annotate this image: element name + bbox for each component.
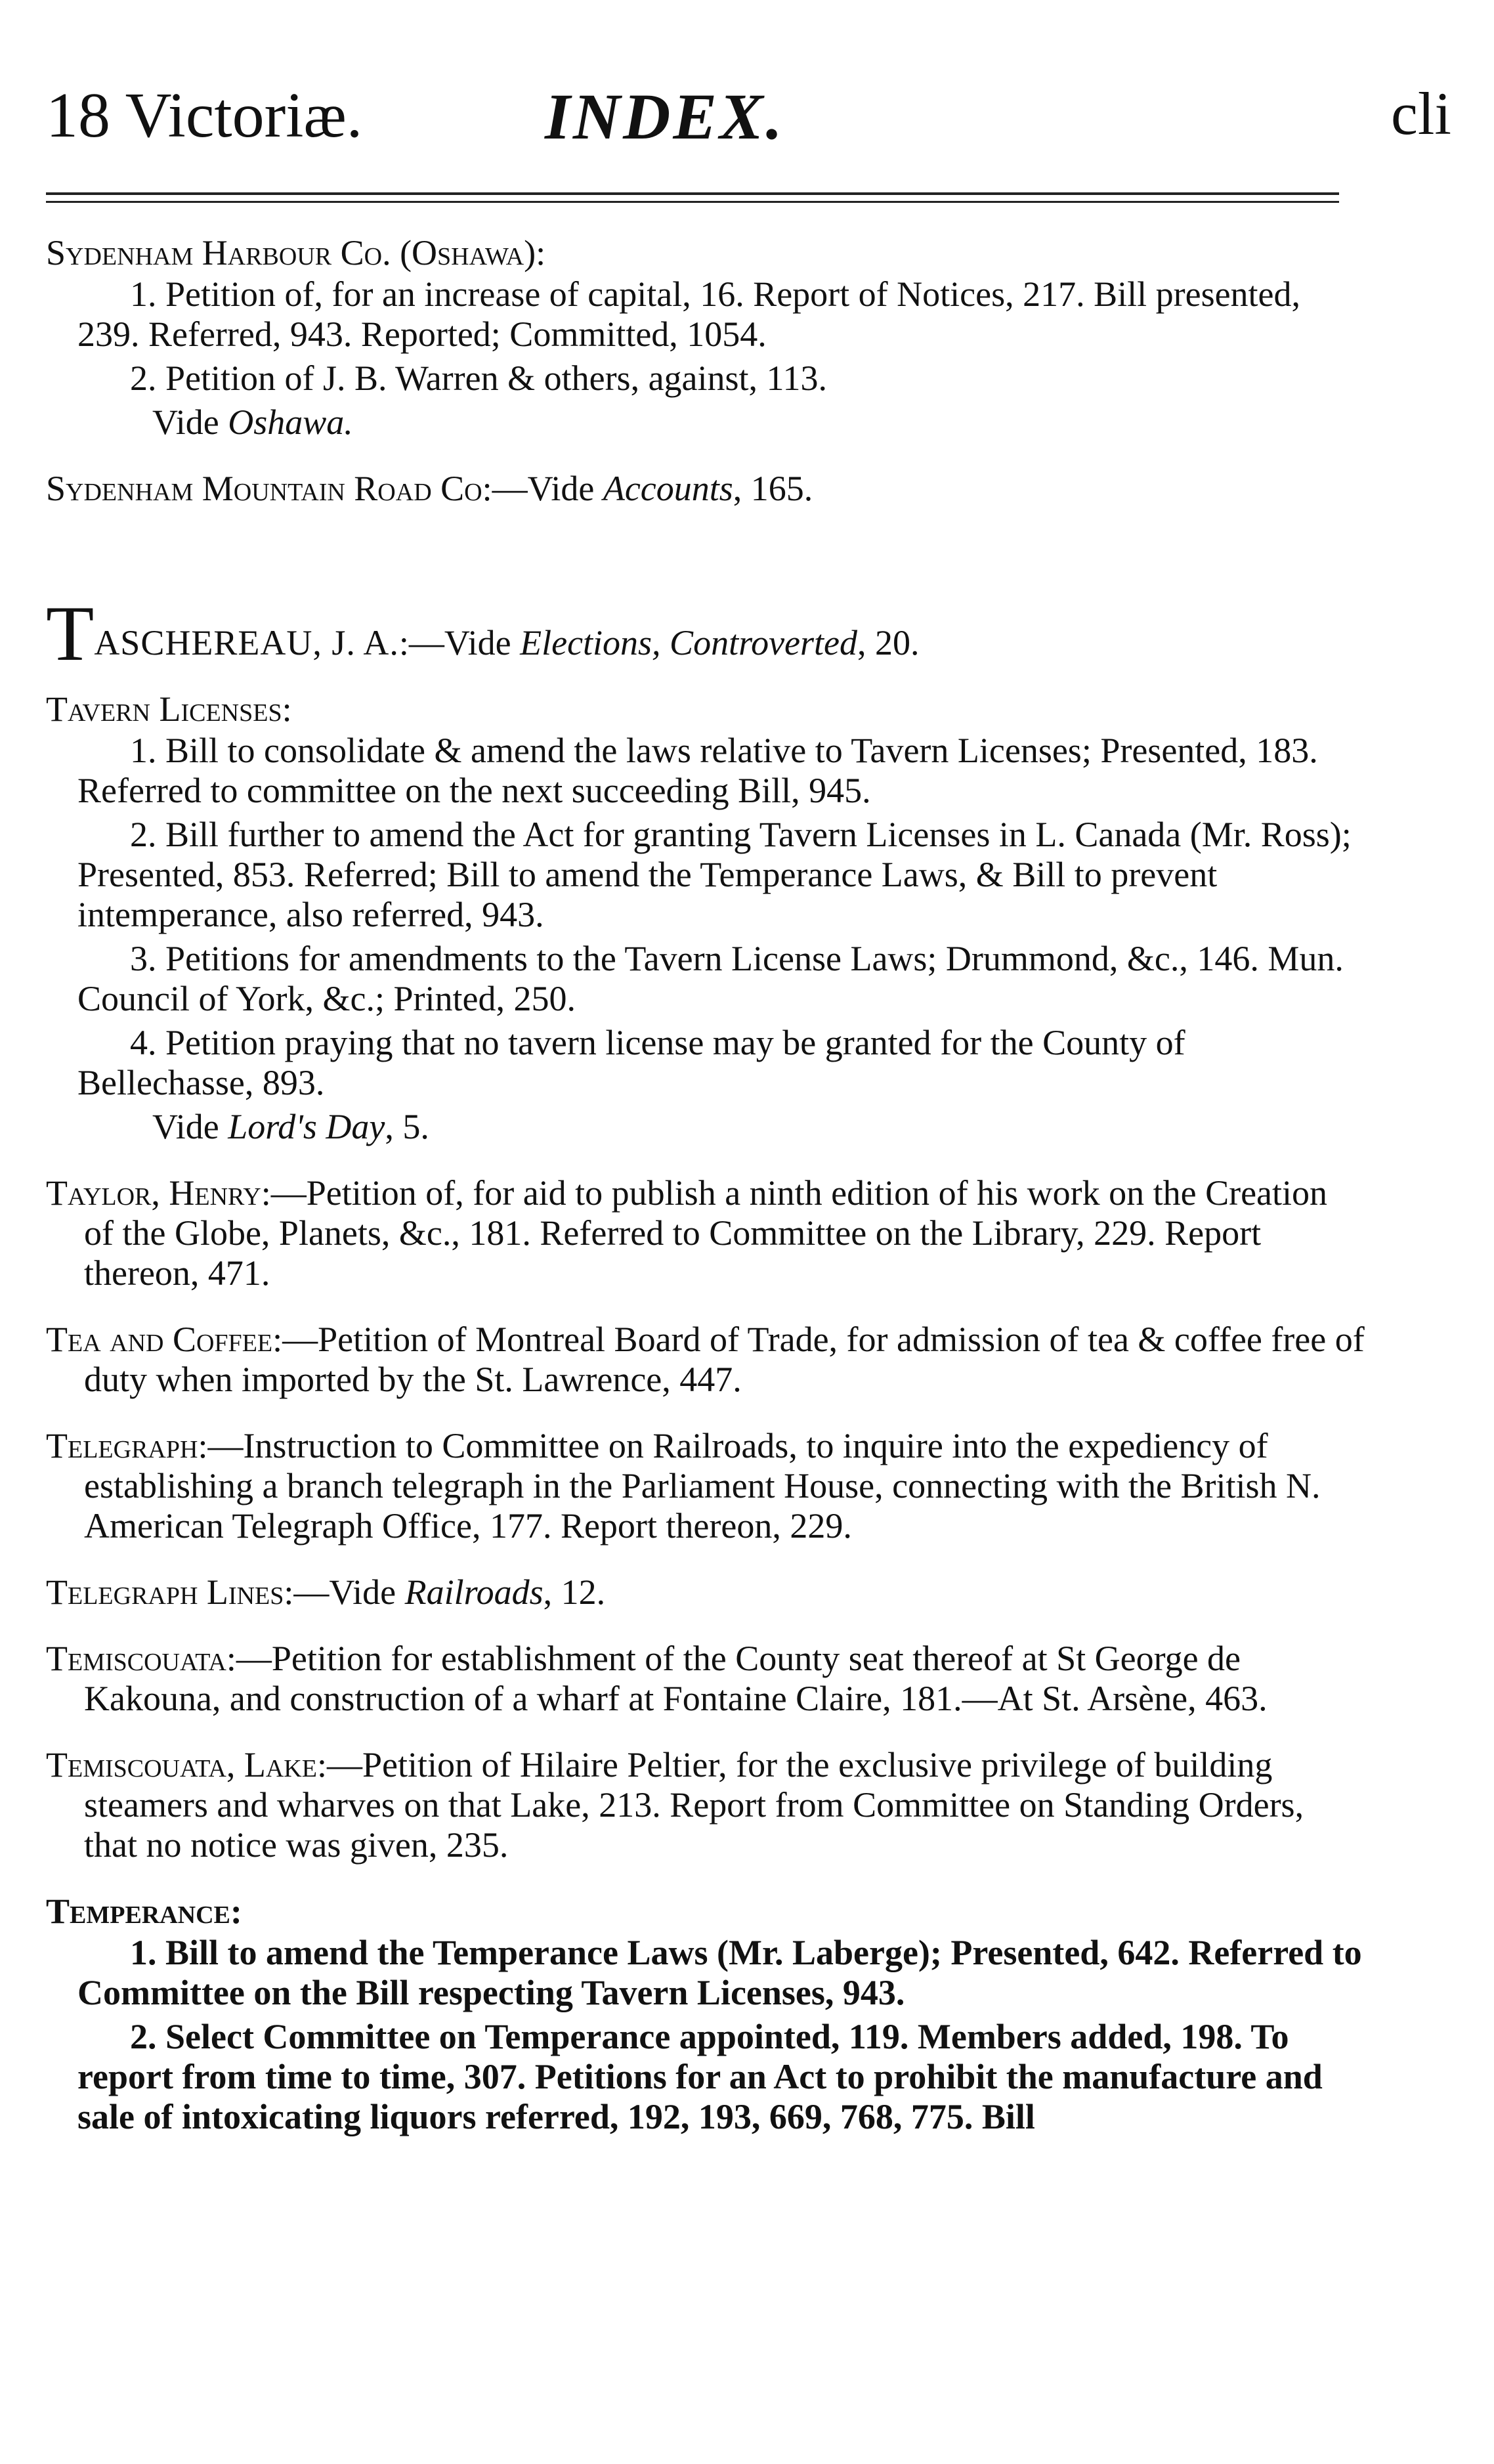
entry-tavern-licenses [46,689,1365,1147]
entry-text: :—Petition of Hilaire Peltier, for the exclusive privilege of building steamers and wharves on that Lake, 213. Report from Committee on Standing Orders, that no notice was given, 235. [84,1745,1304,1865]
entry-text: :—Petition for establishment of the County seat thereof at St George de Kakouna, and construction of a wharf at Fontaine Claire, 181.—At St. Arsène, 463. [84,1639,1268,1718]
index-content [46,233,1365,2163]
entry-heading: Tea and Coffee [46,1320,273,1359]
running-header [46,79,1451,151]
entry-item: 2. Select Committee on Temperance appointed, 119. Members added, 198. To report from time to time, 307. Petitions for an Act to prohibit the manufacture and sale of intoxicating liquors referred, 192, 193, 669, 768, 775. Bill [77,2017,1323,2136]
entry-text: :—Vide [398,623,521,662]
entry-text: :—Petition of, for aid to publish a ninth edition of his work on the Creation of the Globe, Planets, &c., 181. Referred to Committee on the Library, 229. Report thereon, 471. [84,1173,1328,1293]
section-initial: T [46,590,95,677]
entry-heading: Telegraph [46,1426,198,1465]
entry-sydenham-mountain [46,469,1365,509]
entry-taschereau [46,590,1365,677]
entry-sydenham-harbour [46,233,1365,443]
entry-heading: Telegraph Lines [46,1572,284,1612]
entry-heading: Sydenham Mountain Road Co [46,469,482,508]
entry-telegraph-lines [46,1572,1365,1612]
entry-item: 2. Bill further to amend the Act for granting Tavern Licenses in L. Canada (Mr. Ross); Presented, 853. Referred; Bill to amend the Temperance Laws, & Bill to prevent intemperance, also referred, 943. [77,815,1352,934]
entry-text: :—Instruction to Committee on Railroads, to inquire into the expediency of establishing a branch telegraph in the Parliament House, connecting with the British N. American Telegraph Office, 177. Report thereon, 229. [84,1426,1321,1545]
entry-tail: , 165. [733,469,813,508]
entry-item: 1. Bill to amend the Temperance Laws (Mr. Laberge); Presented, 642. Referred to Committee on the Bill respecting Tavern Licenses, 943. [77,1933,1362,2012]
entry-tea-coffee [46,1320,1365,1400]
entry-text: :—Vide [284,1572,405,1612]
vide-reference [46,402,1365,443]
entry-item: 4. Petition praying that no tavern license may be granted for the County of Bellechasse, 893. [77,1023,1185,1102]
entry-heading: Temperance: [46,1891,242,1931]
entry-heading: ASCHEREAU, J. A. [94,623,399,662]
vide-target: Lord's Day [228,1107,385,1146]
entry-text: :—Vide [482,469,603,508]
entry-item: 1. Petition of, for an increase of capital, 16. Report of Notices, 217. Bill presented, 239. Referred, 943. Reported; Committed, 1054. [77,274,1301,354]
vide-target: Elections, Controverted [520,623,858,662]
vide-target: Accounts [603,469,733,508]
entry-tail: , 12. [543,1572,606,1612]
entry-temiscouata-lake [46,1745,1365,1865]
vide-prefix: Vide [152,1107,228,1146]
entry-heading: Temiscouata, Lake [46,1745,317,1784]
entry-item: 3. Petitions for amendments to the Tavern License Laws; Drummond, &c., 146. Mun. Council of York, &c.; Printed, 250. [77,939,1344,1018]
entry-tail: , 5. [385,1107,429,1146]
vide-target: Railroads [404,1572,544,1612]
header-rule-bottom [46,201,1339,203]
entry-heading: Sydenham Harbour Co. (Oshawa): [46,233,546,272]
page-number: cli [1391,80,1451,147]
entry-heading: Temiscouata [46,1639,226,1678]
volume-label: 18 Victoriæ. [46,80,363,151]
entry-item: 2. Petition of J. B. Warren & others, against, 113. [130,358,828,398]
header-rule-top [46,192,1339,195]
entry-heading: Taylor, Henry [46,1173,261,1213]
vide-reference [46,1107,1365,1147]
entry-item: 1. Bill to consolidate & amend the laws relative to Tavern Licenses; Presented, 183. Referred to committee on the next succeeding Bill, 945. [77,731,1318,810]
entry-temiscouata [46,1639,1365,1719]
entry-tail: , 20. [857,623,920,662]
vide-prefix: Vide [152,402,228,442]
entry-telegraph [46,1426,1365,1546]
page-title: INDEX. [545,80,785,153]
entry-taylor [46,1173,1365,1293]
entry-temperance [46,1891,1365,2137]
entry-text: :—Petition of Montreal Board of Trade, for admission of tea & coffee free of duty when imported by the St. Lawrence, 447. [84,1320,1365,1399]
entry-heading: Tavern Licenses: [46,689,292,729]
vide-target: Oshawa. [228,402,353,442]
